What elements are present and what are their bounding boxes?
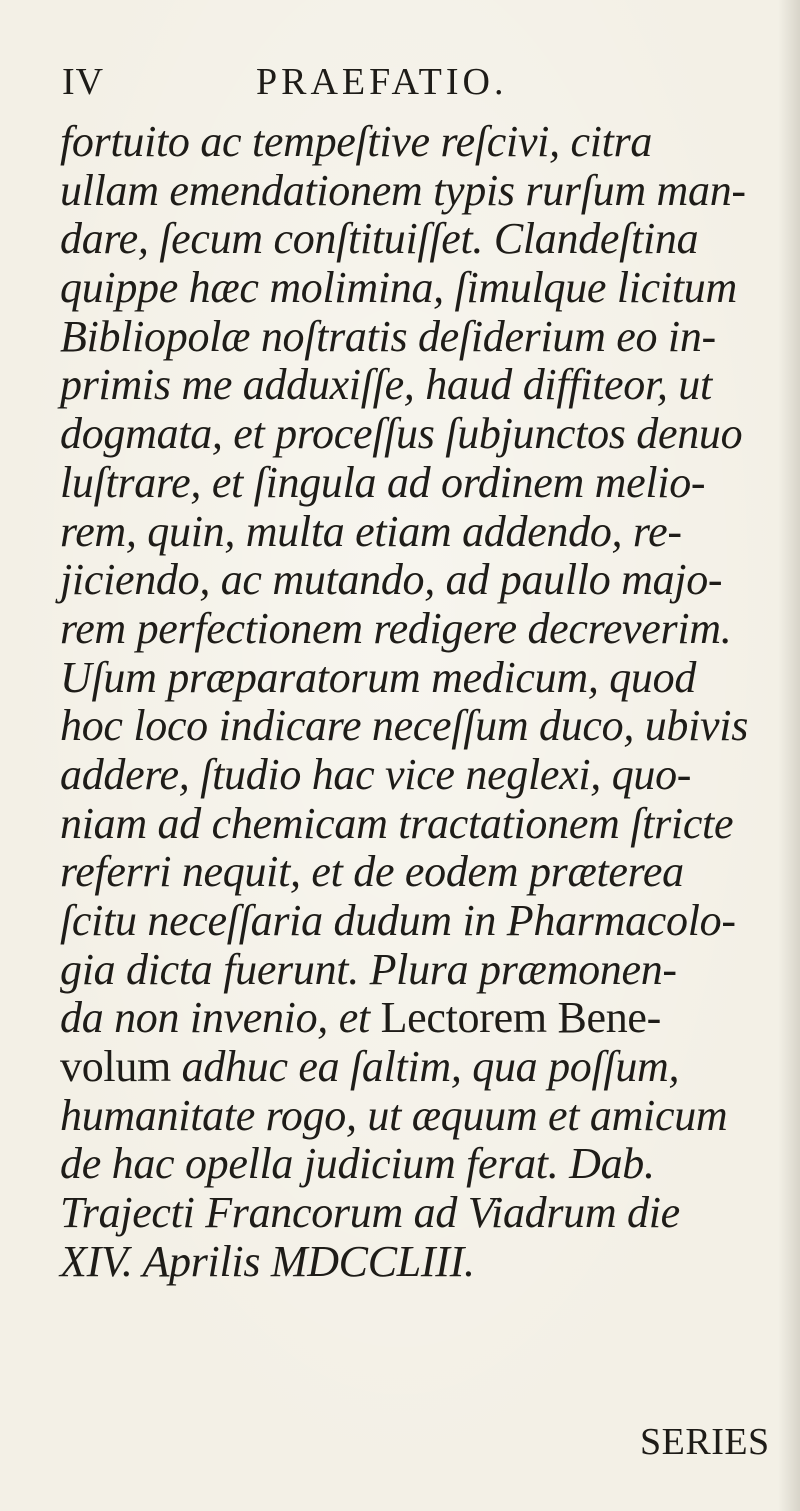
body-text (60, 118, 790, 1287)
text-line: XIV. Aprilis MDCCLIII. (60, 1236, 475, 1286)
text-line: gia dicta fuerunt. Plura præmonen- (60, 944, 677, 994)
text-line: rem, quin, multa etiam addendo, re- (60, 506, 682, 556)
text-line: jiciendo, ac mutando, ad paullo majo- (60, 555, 723, 605)
text-line: Uſum præparatorum medicum, quod (60, 652, 697, 702)
text-line-italic-part: da non invenio, et (60, 993, 370, 1043)
text-line: Bibliopolæ noſtratis deſiderium eo in- (60, 311, 716, 361)
running-head: PRAEFATIO. (256, 61, 508, 103)
catchword: SERIES (640, 1421, 770, 1463)
text-line: ſcitu neceſſaria dudum in Pharmacolo- (60, 896, 736, 945)
text-line: rem perfectionem redigere decreverim. (60, 603, 732, 653)
text-line: referri nequit, et de eodem præterea (60, 847, 684, 897)
text-line-italic-tail: adhuc ea ſaltim, qua poſſum, (170, 1042, 680, 1092)
text-line: addere, ſtudio hac vice neglexi, quo- (60, 749, 692, 799)
text-line: Trajecti Francorum ad Viadrum die (60, 1188, 680, 1238)
page-number: IV (62, 61, 105, 103)
text-line: humanitate rogo, ut æquum et amicum (60, 1090, 728, 1140)
text-line-roman-part: Lectorem Bene- (369, 993, 662, 1043)
text-line: dogmata, et proceſſus ſubjunctos denuo (60, 409, 743, 459)
text-line: niam ad chemicam tractationem ſtricte (60, 798, 734, 848)
text-line (60, 1043, 790, 1092)
text-line: de hac opella judicium ferat. Dab. (60, 1139, 655, 1189)
text-line-roman-part: volum (60, 1042, 171, 1092)
text-line (60, 994, 790, 1043)
text-line: luſtrare, et ſingula ad ordinem melio- (60, 457, 706, 507)
text-line: quippe hæc molimina, ſimulque licitum (60, 263, 737, 313)
page-header (62, 60, 762, 110)
text-line: hoc loco indicare neceſſum duco, ubivis (60, 701, 749, 751)
text-line: ullam emendationem typis rurſum man- (60, 165, 746, 215)
text-line: dare, ſecum conſtituiſſet. Clandeſtina (60, 214, 699, 264)
text-line: fortuito ac tempeſtive reſcivi, citra (60, 117, 653, 166)
text-line: primis me adduxiſſe, haud diffiteor, ut (60, 360, 712, 410)
